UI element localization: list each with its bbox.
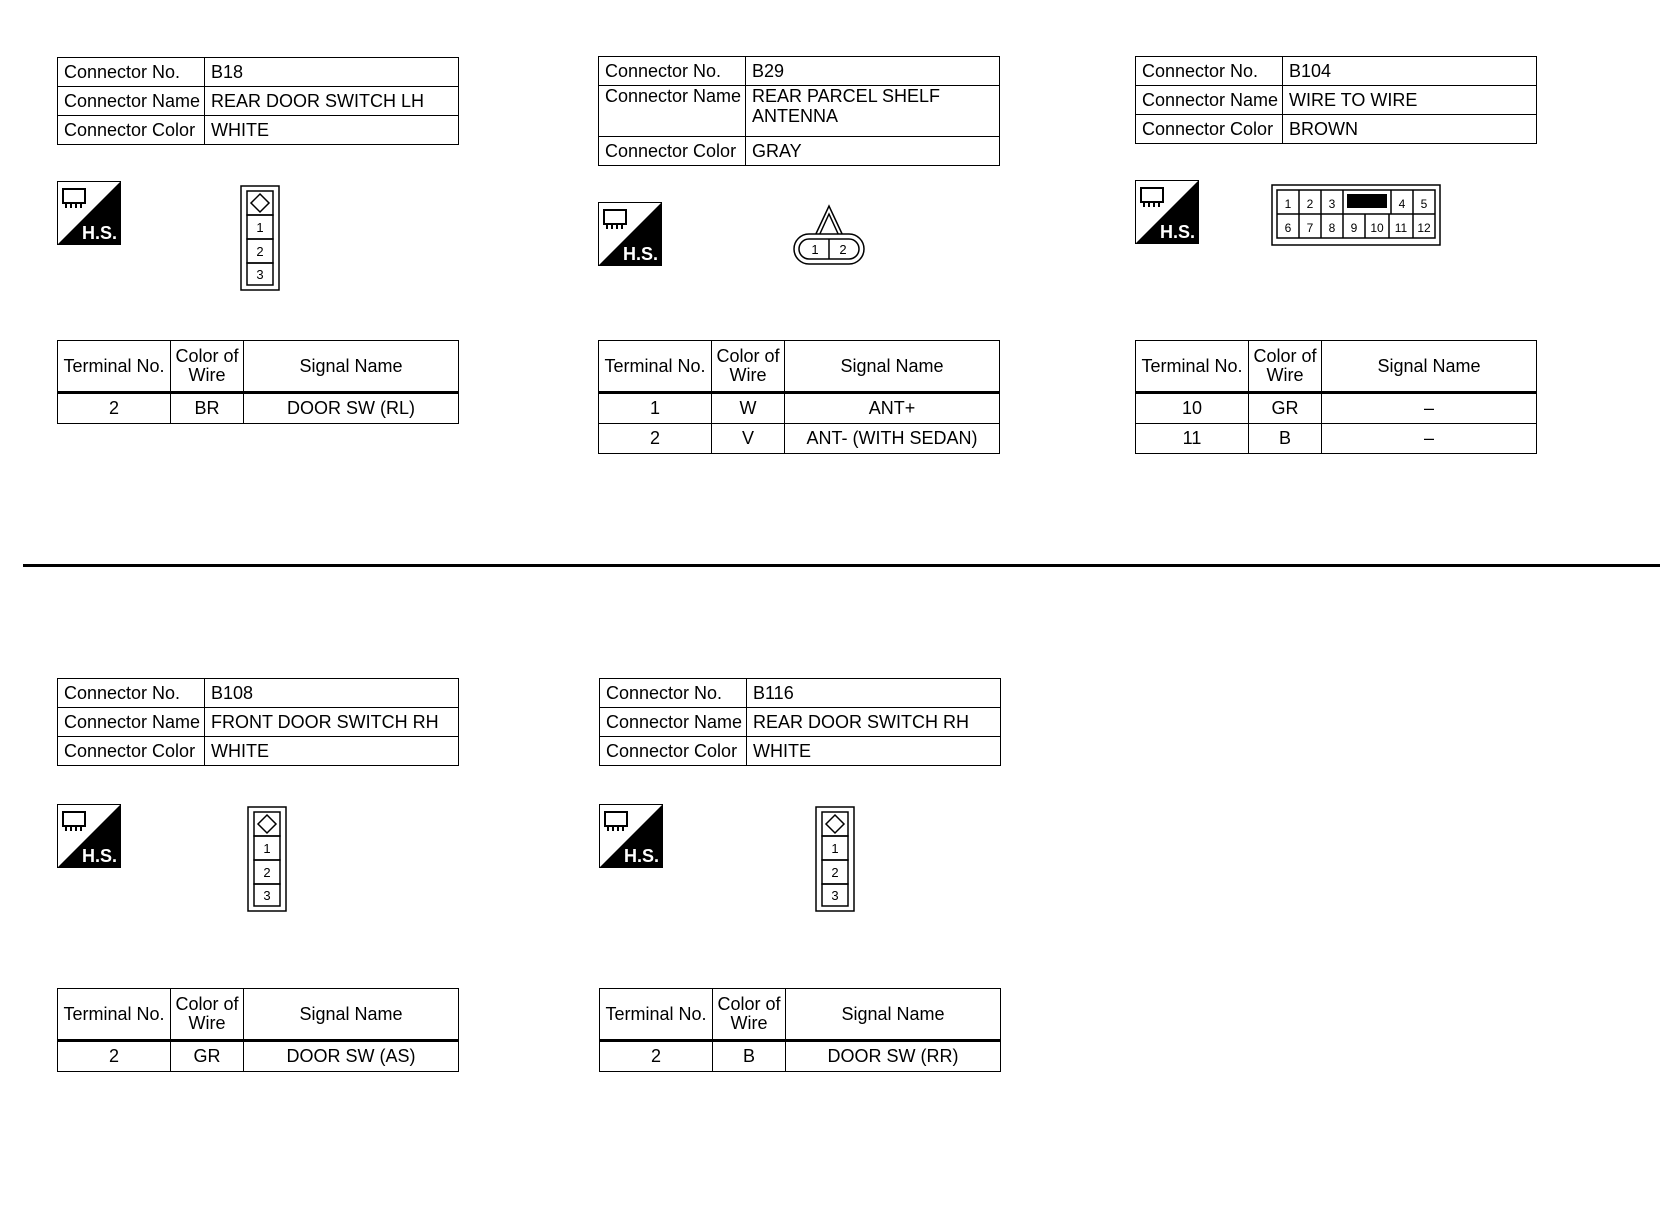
pin-label: 2 xyxy=(839,242,847,257)
terminal-no: 1 xyxy=(599,393,712,424)
connector-pin-diagram xyxy=(247,806,287,912)
connector-info-table xyxy=(57,57,459,145)
table-row xyxy=(599,393,1000,424)
pin-label: 4 xyxy=(1398,197,1406,211)
terminal-no: 2 xyxy=(599,424,712,454)
terminal-no-header: Terminal No. xyxy=(58,989,171,1041)
connector-no-label: Connector No. xyxy=(600,679,747,708)
wire-color: GR xyxy=(171,1041,244,1072)
connector-color-label: Connector Color xyxy=(599,137,746,166)
pin-label: 2 xyxy=(263,865,271,880)
pin-label: 9 xyxy=(1350,221,1358,235)
signal-name: – xyxy=(1322,424,1537,454)
harness-side-icon xyxy=(598,202,662,266)
pin-label: 8 xyxy=(1328,221,1336,235)
pin-label: 10 xyxy=(1370,221,1384,235)
connector-color-value: WHITE xyxy=(205,116,459,145)
terminal-no: 2 xyxy=(600,1041,713,1072)
harness-side-icon xyxy=(599,804,663,868)
pin-label: 12 xyxy=(1417,221,1431,235)
signal-name: DOOR SW (AS) xyxy=(244,1041,459,1072)
pin-label: 1 xyxy=(831,841,839,856)
connector-name-label: Connector Name xyxy=(600,708,747,737)
wire-color-header: Color of Wire xyxy=(171,341,244,393)
connector-color-label: Connector Color xyxy=(58,116,205,145)
terminal-no: 2 xyxy=(58,1041,171,1072)
connector-b29 xyxy=(598,56,1000,476)
signal-name: DOOR SW (RR) xyxy=(786,1041,1001,1072)
connector-name-label: Connector Name xyxy=(58,87,205,116)
connector-no-label: Connector No. xyxy=(58,58,205,87)
connector-color-value: GRAY xyxy=(746,137,1000,166)
connector-info-table xyxy=(1135,56,1537,144)
terminal-no: 2 xyxy=(58,393,171,424)
table-row xyxy=(599,424,1000,454)
connector-no-value: B108 xyxy=(205,679,459,708)
harness-side-icon xyxy=(1135,180,1199,244)
terminal-no-header: Terminal No. xyxy=(58,341,171,393)
connector-name-label: Connector Name xyxy=(58,708,205,737)
pin-label: 1 xyxy=(263,841,271,856)
connector-name-value: REAR DOOR SWITCH LH xyxy=(205,87,459,116)
wire-color-header: Color of Wire xyxy=(713,989,786,1041)
connector-b116 xyxy=(599,678,1001,1078)
wire-color: V xyxy=(712,424,785,454)
connector-color-label: Connector Color xyxy=(600,737,747,766)
connector-name-value: FRONT DOOR SWITCH RH xyxy=(205,708,459,737)
hs-label: H.S. xyxy=(624,846,660,866)
connector-color-value: WHITE xyxy=(205,737,459,766)
connector-b108 xyxy=(57,678,459,1078)
pin-label: 3 xyxy=(256,267,264,282)
connector-color-label: Connector Color xyxy=(1136,115,1283,144)
table-row xyxy=(58,393,459,424)
connector-no-value: B104 xyxy=(1283,57,1537,86)
terminal-no: 10 xyxy=(1136,393,1249,424)
terminal-table xyxy=(599,988,1001,1072)
connector-color-value: WHITE xyxy=(747,737,1001,766)
table-row xyxy=(1136,393,1537,424)
table-row xyxy=(58,1041,459,1072)
hs-label: H.S. xyxy=(82,223,118,243)
wire-color: B xyxy=(713,1041,786,1072)
pin-label: 7 xyxy=(1306,221,1314,235)
pin-label: 5 xyxy=(1420,197,1428,211)
harness-side-icon xyxy=(57,804,121,868)
terminal-no-header: Terminal No. xyxy=(599,341,712,393)
wire-color: B xyxy=(1249,424,1322,454)
connector-pin-diagram xyxy=(792,202,866,268)
pin-label: 2 xyxy=(256,244,264,259)
terminal-no: 11 xyxy=(1136,424,1249,454)
connector-no-value: B29 xyxy=(746,57,1000,86)
connector-no-label: Connector No. xyxy=(58,679,205,708)
connector-name-value: REAR DOOR SWITCH RH xyxy=(747,708,1001,737)
wire-color-header: Color of Wire xyxy=(1249,341,1322,393)
signal-name: DOOR SW (RL) xyxy=(244,393,459,424)
table-row xyxy=(1136,424,1537,454)
connector-name-value: REAR PARCEL SHELF ANTENNA xyxy=(746,86,1000,137)
signal-name: – xyxy=(1322,393,1537,424)
pin-label: 3 xyxy=(263,888,271,903)
connector-info-table xyxy=(598,56,1000,166)
connector-color-value: BROWN xyxy=(1283,115,1537,144)
wire-color: BR xyxy=(171,393,244,424)
connector-pin-diagram xyxy=(240,185,280,291)
signal-name-header: Signal Name xyxy=(1322,341,1537,393)
table-row xyxy=(600,1041,1001,1072)
terminal-table xyxy=(57,988,459,1072)
pin-label: 2 xyxy=(1306,197,1314,211)
connector-b104 xyxy=(1135,56,1537,476)
signal-name-header: Signal Name xyxy=(785,341,1000,393)
connector-name-label: Connector Name xyxy=(1136,86,1283,115)
signal-name: ANT- (WITH SEDAN) xyxy=(785,424,1000,454)
terminal-table xyxy=(57,340,459,424)
signal-name-header: Signal Name xyxy=(244,989,459,1041)
pin-label: 1 xyxy=(256,220,264,235)
wire-color-header: Color of Wire xyxy=(171,989,244,1041)
harness-side-icon xyxy=(57,181,121,245)
signal-name-header: Signal Name xyxy=(244,341,459,393)
pin-label: 6 xyxy=(1284,221,1292,235)
pin-label: 1 xyxy=(1284,197,1292,211)
connector-no-value: B116 xyxy=(747,679,1001,708)
hs-label: H.S. xyxy=(1160,222,1196,242)
wire-color: W xyxy=(712,393,785,424)
hs-label: H.S. xyxy=(623,244,659,264)
connector-info-table xyxy=(599,678,1001,766)
terminal-no-header: Terminal No. xyxy=(1136,341,1249,393)
connector-no-label: Connector No. xyxy=(599,57,746,86)
pin-label: 3 xyxy=(831,888,839,903)
connector-pin-diagram xyxy=(815,806,855,912)
signal-name: ANT+ xyxy=(785,393,1000,424)
connector-b18 xyxy=(57,57,459,457)
connector-pin-diagram xyxy=(1271,184,1441,246)
terminal-no-header: Terminal No. xyxy=(600,989,713,1041)
pin-label: 2 xyxy=(831,865,839,880)
pin-label: 3 xyxy=(1328,197,1336,211)
section-divider xyxy=(23,564,1660,567)
connector-info-table xyxy=(57,678,459,766)
signal-name-header: Signal Name xyxy=(786,989,1001,1041)
connector-name-label: Connector Name xyxy=(599,86,746,137)
connector-no-label: Connector No. xyxy=(1136,57,1283,86)
connector-color-label: Connector Color xyxy=(58,737,205,766)
pin-label: 11 xyxy=(1394,221,1408,235)
wire-color: GR xyxy=(1249,393,1322,424)
terminal-table xyxy=(1135,340,1537,454)
connector-no-value: B18 xyxy=(205,58,459,87)
connector-name-value: WIRE TO WIRE xyxy=(1283,86,1537,115)
terminal-table xyxy=(598,340,1000,454)
hs-label: H.S. xyxy=(82,846,118,866)
pin-label: 1 xyxy=(811,242,819,257)
wire-color-header: Color of Wire xyxy=(712,341,785,393)
